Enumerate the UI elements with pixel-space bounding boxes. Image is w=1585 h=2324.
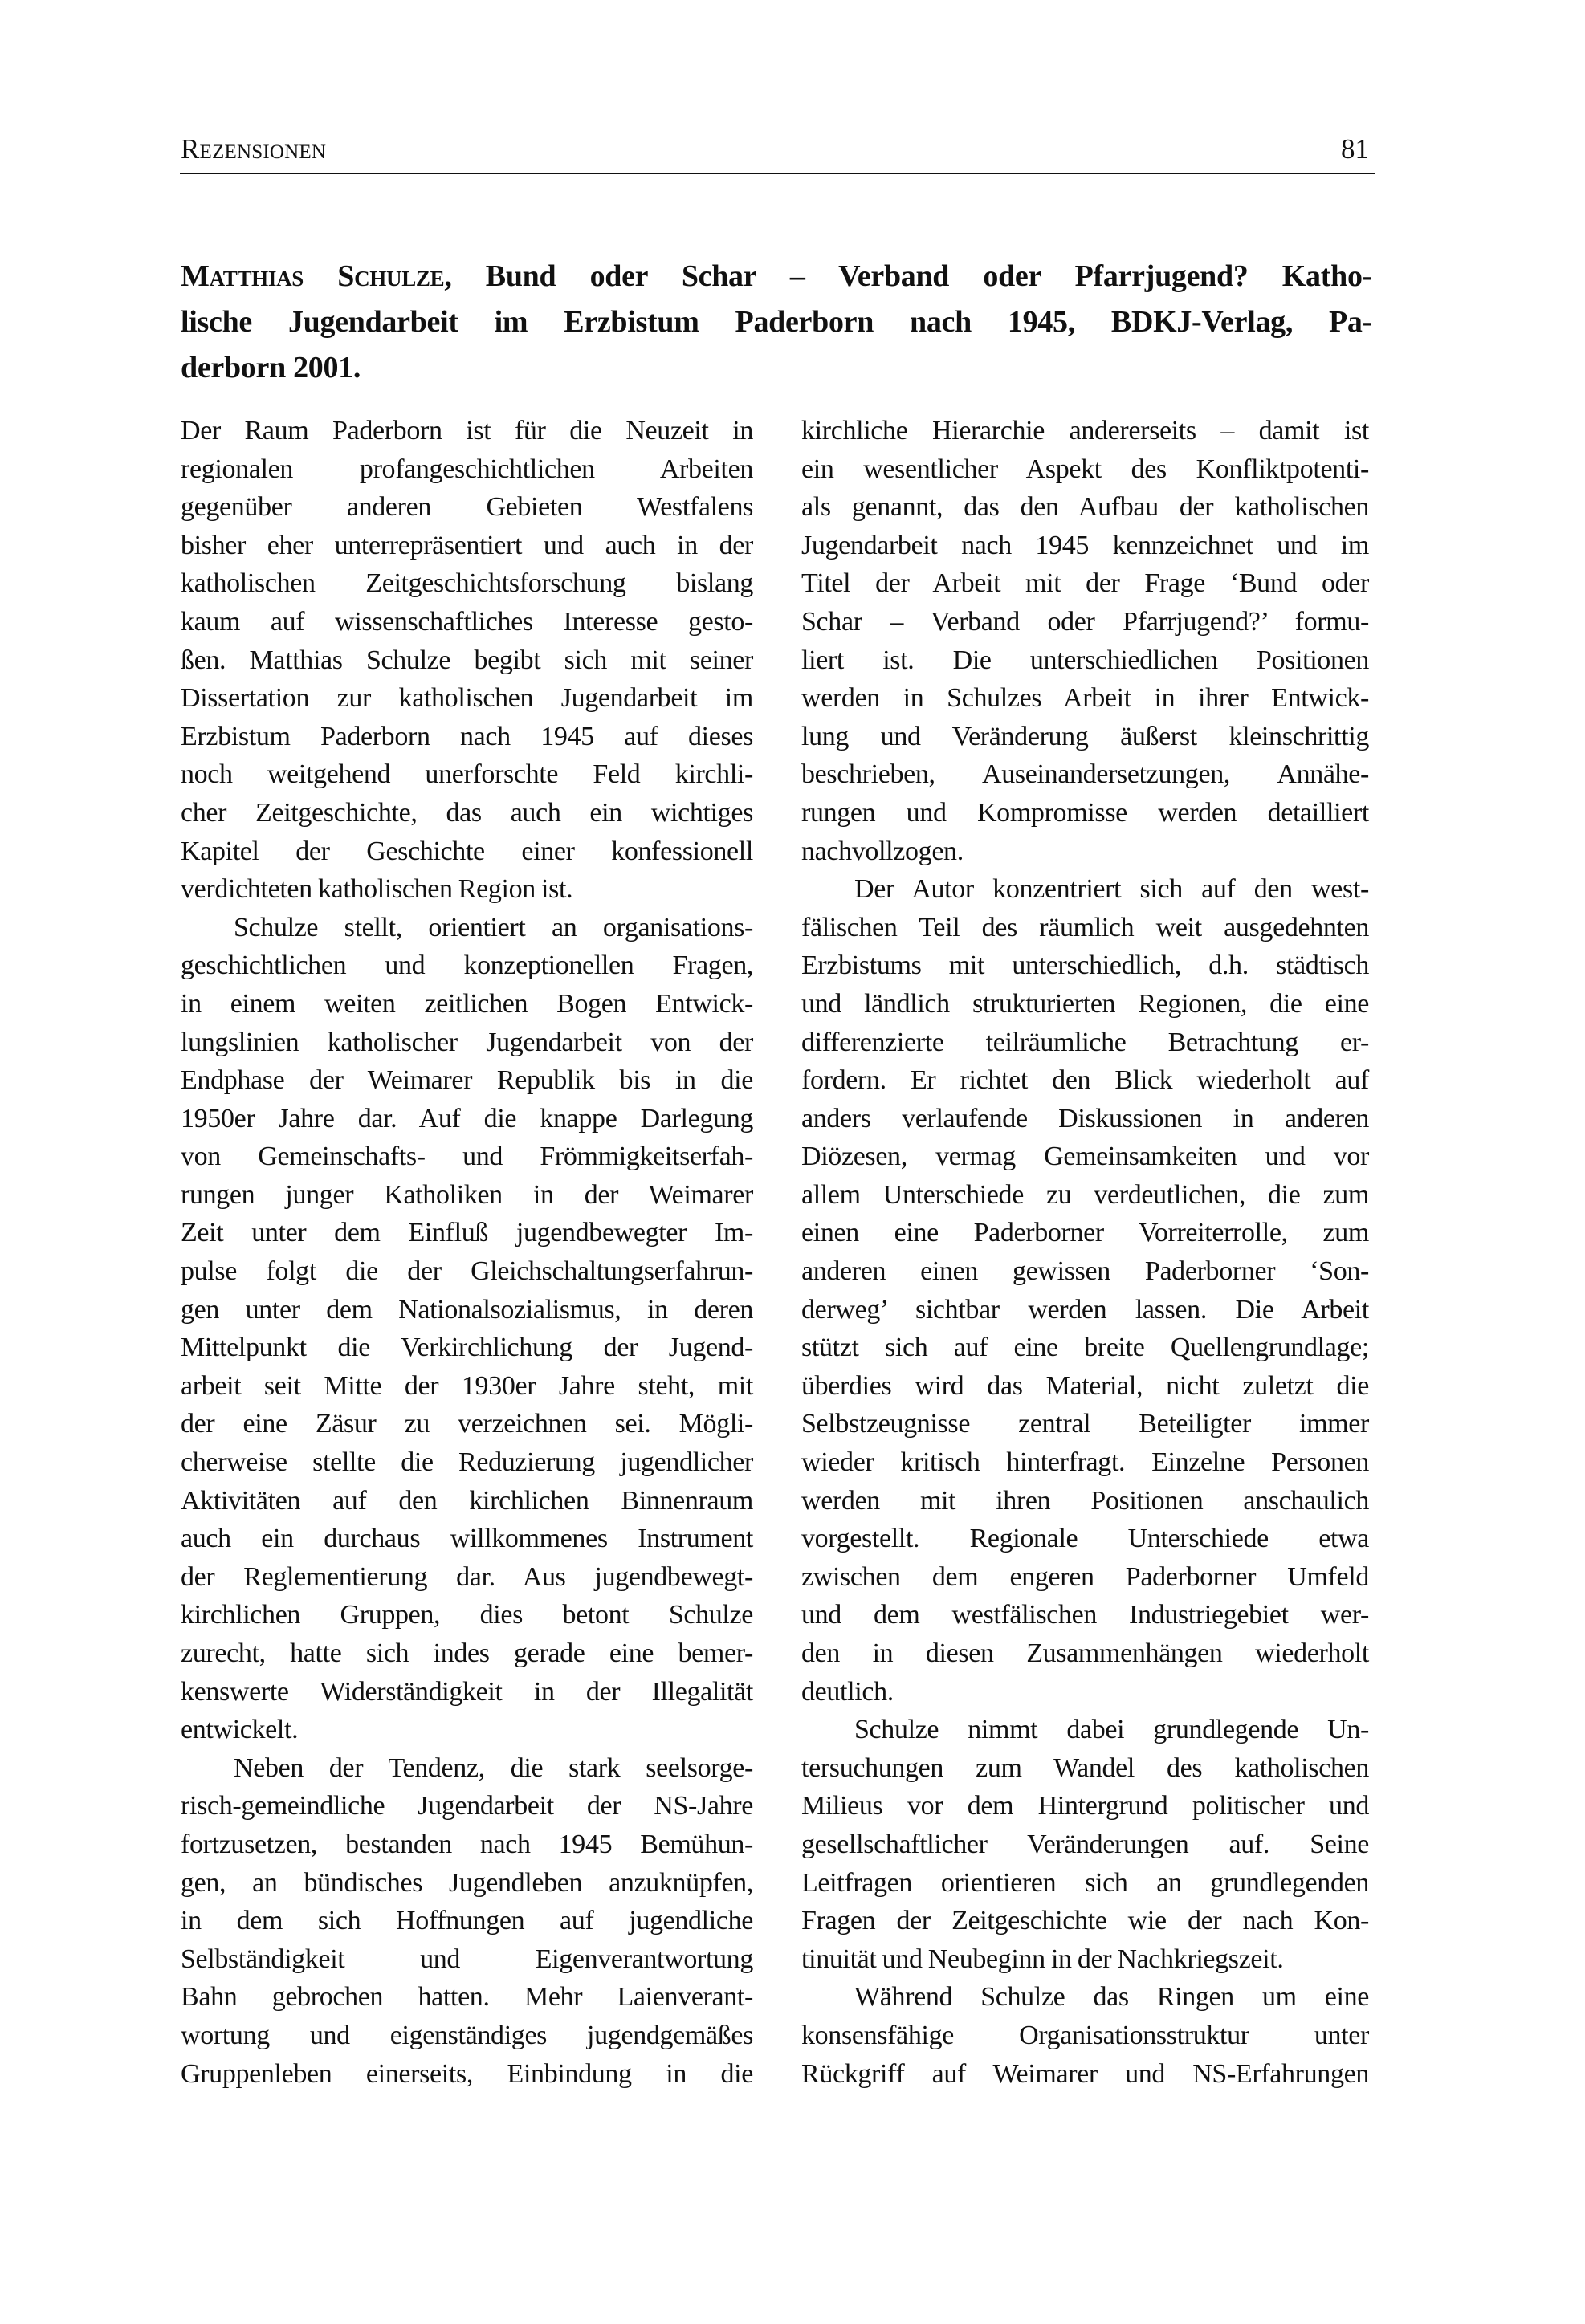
body-text-line: rungen junger Katholiken in der Weimarer — [181, 1179, 753, 1210]
body-text-line: Schulze stellt, orientiert an organisations- — [234, 912, 753, 942]
body-text-line: stützt sich auf eine breite Quellengrundlage; — [801, 1333, 1369, 1363]
section-title: Rezensionen — [181, 133, 327, 165]
review-title-text: derborn 2001. — [181, 351, 361, 385]
body-text-line: der eine Zäsur zu verzeichnen sei. Mögli- — [181, 1409, 753, 1439]
body-text-line: gesellschaftlicher Veränderungen auf. Seine — [801, 1829, 1369, 1859]
body-text-line: von Gemeinschafts- und Frömmigkeitserfah- — [181, 1142, 753, 1172]
body-text-line: Dissertation zur katholischen Jugendarbeit im — [181, 683, 753, 714]
body-text-line: Zeit unter dem Einfluß jugendbewegter Im- — [181, 1218, 753, 1248]
body-text-line: und dem westfälischen Industriegebiet wer- — [801, 1600, 1369, 1630]
body-text-line: gen, an bündisches Jugendleben anzuknüpfen, — [181, 1867, 753, 1898]
body-text-line: fälischen Teil des räumlich weit ausgedehnten — [801, 912, 1369, 942]
body-text-line: tersuchungen zum Wandel des katholischen — [801, 1752, 1369, 1783]
body-text-line: differenzierte teilräumliche Betrachtung er- — [801, 1027, 1369, 1057]
body-text-line: ein wesentlicher Aspekt des Konfliktpotenti- — [801, 454, 1369, 484]
body-text-line: Neben der Tendenz, die stark seelsorge- — [234, 1752, 753, 1783]
body-text-line: beschrieben, Auseinandersetzungen, Annähe- — [801, 759, 1369, 790]
body-text-line: vorgestellt. Regionale Unterschiede etwa — [801, 1524, 1369, 1554]
body-text-line: tinuität und Neubeginn in der Nachkriegszeit. — [801, 1943, 1284, 1974]
body-text-line: kirchlichen Gruppen, dies betont Schulze — [181, 1600, 753, 1630]
body-text-line: wieder kritisch hinterfragt. Einzelne Personen — [801, 1447, 1369, 1478]
body-text-line: noch weitgehend unerforschte Feld kirchli- — [181, 759, 753, 790]
body-text-line: Während Schulze das Ringen um eine — [854, 1982, 1369, 2013]
body-text-line: gen unter dem Nationalsozialismus, in deren — [181, 1294, 753, 1325]
body-text-line: entwickelt. — [181, 1715, 299, 1745]
body-column-right — [801, 412, 1369, 2093]
body-text-line: Kapitel der Geschichte einer konfessionell — [181, 836, 753, 866]
body-text-line: in einem weiten zeitlichen Bogen Entwick- — [181, 988, 753, 1019]
body-text-line: liert ist. Die unterschiedlichen Positionen — [801, 645, 1369, 675]
body-text-line: derweg’ sichtbar werden lassen. Die Arbeit — [801, 1294, 1369, 1325]
body-text-line: Bahn gebrochen hatten. Mehr Laienverant- — [181, 1982, 753, 2013]
page-number: 81 — [1341, 133, 1369, 165]
body-text-line: Leitfragen orientieren sich an grundlegenden — [801, 1867, 1369, 1898]
body-text-line: wortung und eigenständiges jugendgemäßes — [181, 2020, 753, 2050]
body-text-line: konsensfähige Organisationsstruktur unter — [801, 2020, 1369, 2050]
body-text-line: ßen. Matthias Schulze begibt sich mit seiner — [181, 645, 753, 675]
body-text-line: kaum auf wissenschaftliches Interesse gesto- — [181, 606, 753, 637]
body-text-line: regionalen profangeschichtlichen Arbeiten — [181, 454, 753, 484]
body-text-line: Diözesen, vermag Gemeinsamkeiten und vor — [801, 1142, 1369, 1172]
body-text-line: arbeit seit Mitte der 1930er Jahre steht, mit — [181, 1370, 753, 1401]
running-head — [181, 132, 1369, 167]
review-title-text: , Bund oder Schar – Verband oder Pfarrjugend? Katho- — [444, 259, 1373, 293]
body-text-line: kirchliche Hierarchie andererseits – damit ist — [801, 416, 1369, 446]
body-text-line: Endphase der Weimarer Republik bis in die — [181, 1065, 753, 1096]
review-title — [181, 254, 1372, 391]
body-text-line: zwischen dem engeren Paderborner Umfeld — [801, 1561, 1369, 1592]
body-text-line: Der Autor konzentriert sich auf den west- — [854, 874, 1369, 905]
body-text-line: fordern. Er richtet den Blick wiederholt auf — [801, 1065, 1369, 1096]
body-text-line: allem Unterschiede zu verdeutlichen, die zum — [801, 1179, 1369, 1210]
review-title-line — [181, 299, 1372, 345]
body-text-line: geschichtlichen und konzeptionellen Fragen, — [181, 950, 753, 981]
body-text-line: bisher eher unterrepräsentiert und auch in der — [181, 530, 753, 560]
body-text-line: werden mit ihren Positionen anschaulich — [801, 1485, 1369, 1516]
body-text-line: 1950er Jahre dar. Auf die knappe Darlegung — [181, 1103, 753, 1134]
header-rule — [180, 173, 1375, 174]
body-text-line: Erzbistums mit unterschiedlich, d.h. städtisch — [801, 950, 1369, 981]
body-text-line: Der Raum Paderborn ist für die Neuzeit in — [181, 416, 753, 446]
body-text-line: anderen einen gewissen Paderborner ‘Son- — [801, 1256, 1369, 1287]
body-text-line: in dem sich Hoffnungen auf jugendliche — [181, 1906, 753, 1936]
body-text-line: Mittelpunkt die Verkirchlichung der Jugend- — [181, 1333, 753, 1363]
body-text-line: und ländlich strukturierten Regionen, die eine — [801, 988, 1369, 1019]
body-text-line: deutlich. — [801, 1676, 894, 1707]
body-text-line: einen eine Paderborner Vorreiterrolle, zum — [801, 1218, 1369, 1248]
body-text-line: Schar – Verband oder Pfarrjugend?’ formu- — [801, 606, 1369, 637]
body-text-line: verdichteten katholischen Region ist. — [181, 874, 573, 905]
body-text-line: gegenüber anderen Gebieten Westfalens — [181, 492, 753, 523]
body-text-line: Aktivitäten auf den kirchlichen Binnenraum — [181, 1485, 753, 1516]
body-text-line: den in diesen Zusammenhängen wiederholt — [801, 1638, 1369, 1668]
body-text-line: Gruppenleben einerseits, Einbindung in die — [181, 2058, 753, 2089]
body-text-line: lung und Veränderung äußerst kleinschrittig — [801, 721, 1369, 751]
body-text-line: pulse folgt die der Gleichschaltungserfahrun- — [181, 1256, 753, 1287]
body-text-line: der Reglementierung dar. Aus jugendbewegt- — [181, 1561, 753, 1592]
body-text-line: cher Zeitgeschichte, das auch ein wichtiges — [181, 797, 753, 828]
body-text-line: überdies wird das Material, nicht zuletzt die — [801, 1370, 1369, 1401]
body-text-line: Jugendarbeit nach 1945 kennzeichnet und im — [801, 530, 1369, 560]
body-text-line: Fragen der Zeitgeschichte wie der nach Kon- — [801, 1906, 1369, 1936]
body-text-line: Schulze nimmt dabei grundlegende Un- — [854, 1715, 1369, 1745]
body-text-line: auch ein durchaus willkommenes Instrument — [181, 1524, 753, 1554]
body-text-line: fortzusetzen, bestanden nach 1945 Bemühun- — [181, 1829, 753, 1859]
body-text-line: anders verlaufende Diskussionen in anderen — [801, 1103, 1369, 1134]
body-text-line: rungen und Kompromisse werden detailliert — [801, 797, 1369, 828]
review-title-text: lische Jugendarbeit im Erzbistum Paderborn nach 1945, BDKJ-Verlag, Pa- — [181, 305, 1372, 339]
body-text-line: Erzbistum Paderborn nach 1945 auf dieses — [181, 721, 753, 751]
body-column-left — [181, 412, 753, 2093]
body-text-line: cherweise stellte die Reduzierung jugendlicher — [181, 1447, 753, 1478]
review-author: Matthias Schulze — [181, 259, 445, 293]
body-text-line: Titel der Arbeit mit der Frage ‘Bund oder — [801, 568, 1369, 599]
body-text-line: Milieus vor dem Hintergrund politischer und — [801, 1791, 1369, 1821]
body-text-line: als genannt, das den Aufbau der katholischen — [801, 492, 1369, 523]
body-text-line: risch-gemeindliche Jugendarbeit der NS-Jahre — [181, 1791, 753, 1821]
body-text-line: kenswerte Widerständigkeit in der Illegalität — [181, 1676, 753, 1707]
body-text-line: zurecht, hatte sich indes gerade eine bemer- — [181, 1638, 753, 1668]
body-text-line: Selbständigkeit und Eigenverantwortung — [181, 1943, 753, 1974]
body-text-line: nachvollzogen. — [801, 836, 964, 866]
body-text-line: werden in Schulzes Arbeit in ihrer Entwick- — [801, 683, 1369, 714]
review-title-line — [181, 254, 1372, 299]
body-text-line: lungslinien katholischer Jugendarbeit von der — [181, 1027, 753, 1057]
body-text-line: katholischen Zeitgeschichtsforschung bislang — [181, 568, 753, 599]
body-text-line: Rückgriff auf Weimarer und NS-Erfahrungen — [801, 2058, 1369, 2089]
review-title-line — [181, 345, 1372, 391]
body-text-line: Selbstzeugnisse zentral Beteiligter immer — [801, 1409, 1369, 1439]
